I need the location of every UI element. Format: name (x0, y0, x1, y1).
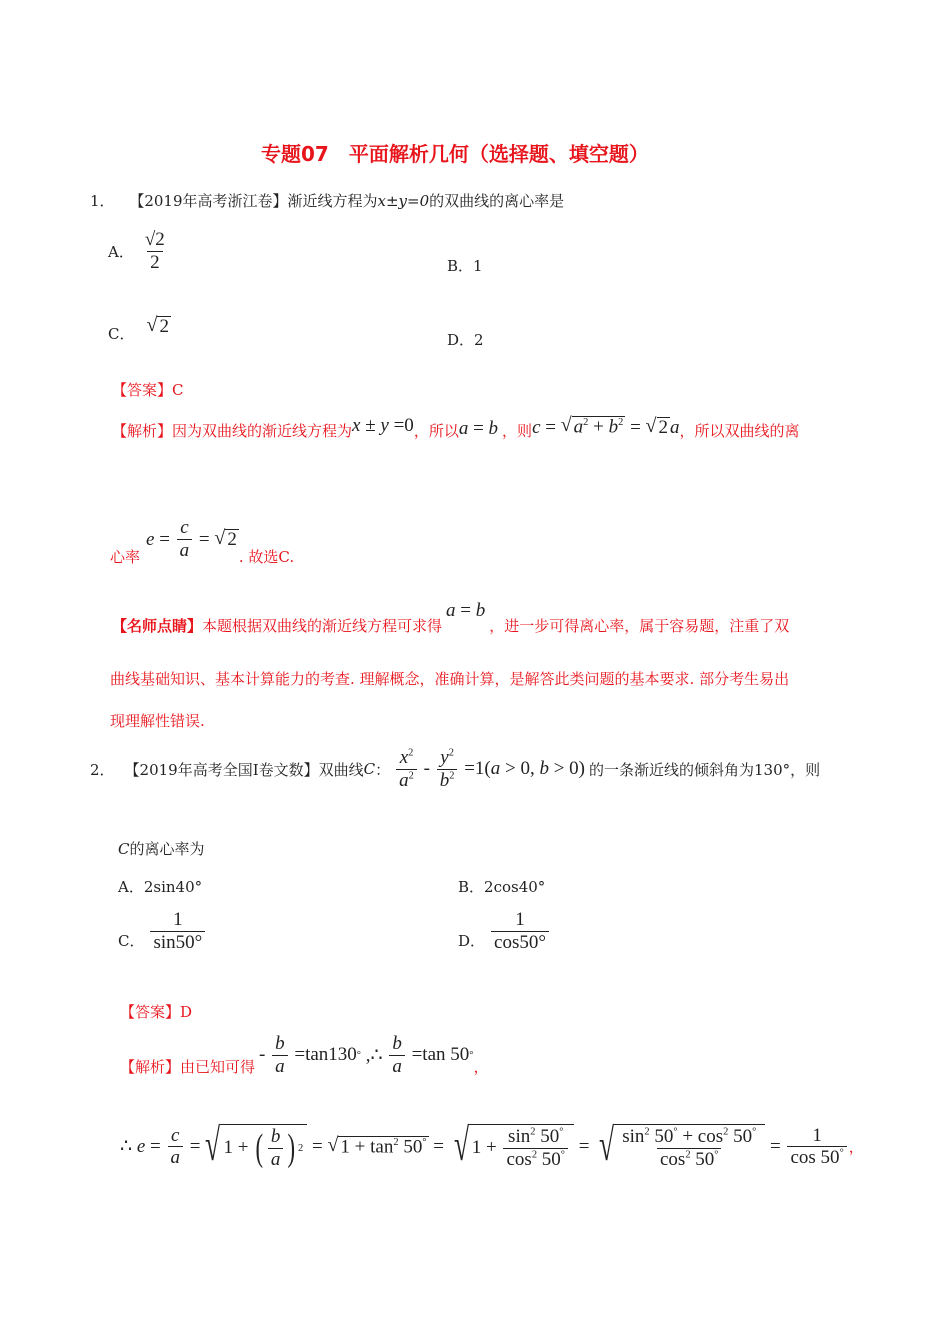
q1-note-line1 (112, 600, 789, 636)
q2-stem-c: C (363, 760, 376, 779)
q1-stem-post: 的双曲线的离心率是 (429, 192, 565, 210)
q2-option-b: B．2cos40° (458, 878, 546, 896)
page-title: 专题07 平面解析几何（选择题、填空题） (261, 142, 649, 166)
sqrt-icon: √ (645, 414, 657, 437)
q1-analysis-eq-asymptote: x ± y =0 (352, 414, 414, 436)
sqrt-icon: √ (205, 1119, 221, 1170)
sqrt-icon: √ (214, 526, 226, 549)
q1-answer-value: C (172, 381, 184, 399)
q1-option-a-denominator: 2 (147, 251, 163, 273)
q2-final-comma: ， (848, 1138, 864, 1157)
q1-analysis-text3: ，则 (502, 422, 533, 440)
sqrt-icon: √ (146, 314, 158, 336)
q2-option-d (458, 910, 551, 953)
q2-stem-line2 (118, 838, 205, 859)
q2-option-c-denominator: sin50° (150, 931, 205, 953)
q2-answer (120, 1001, 192, 1022)
q2-sqrt-3: √ 1 + $\frac{\sin^2 50^\circ}{\cos^2 50^\circ}$ (449, 1124, 574, 1170)
q1-analysis-text4: ，所以双曲线的离 (679, 422, 800, 440)
q1-analysis-eq-c: c = √ $a^2 + b^2$ = √ 2 a (532, 414, 680, 438)
q1-note-eq-ab: a = b (446, 600, 486, 621)
q2-analysis-eq-e: ∴ e = $\frac{c}{a}$ = √ 1 + ( $\frac{b}{a}$ ) 2 = √ $1 + \tan^2 50^\circ$ = √ 1 + $\frac{\sin^2 50^\circ}{\cos^2 50^\circ}$ = √ $\frac{\sin^2 50^\circ + \cos^2 50^\circ}{\cos^2 50^\circ}$ = $\frac{1}{\cos 50^\circ}$ ， (120, 1119, 864, 1170)
q1-option-c-sqrt (146, 316, 170, 338)
q1-option-d: D．2 (447, 331, 484, 349)
q2-option-c (118, 910, 207, 953)
q1-analysis-text6: . 故选C. (238, 548, 295, 566)
q2-option-c-fraction: $\frac{1}{\sin 50^\circ}$ (150, 910, 205, 953)
q1-option-c-value: 2 (159, 316, 169, 337)
q2-analysis-line1 (120, 1034, 488, 1081)
q1-note-text1: 本题根据双曲线的渐近线方程可求得 (202, 617, 443, 635)
q2-sqrt-1: √ 1 + ( $\frac{b}{a}$ ) 2 (200, 1124, 307, 1170)
q1-stem-expr: x±y=0 (377, 192, 430, 210)
sqrt-icon: √ (327, 1133, 339, 1156)
q1-answer-tag: 【答案】 (112, 381, 173, 399)
sqrt-icon: √ (560, 414, 572, 437)
q2-answer-value: D (180, 1003, 193, 1021)
q1-analysis-text2: ，所以 (413, 422, 459, 440)
q2-stem-line2-c: C (118, 840, 130, 858)
q2-hyperbola-equation: $\frac{x^2}{a^2}$ - $\frac{y^2}{b^2}$ =1( a > 0, b > 0) (394, 748, 585, 791)
q1-stem-pre: 渐近线方程为 (287, 192, 378, 210)
q1-option-a-numerator: √2 (144, 229, 165, 250)
q1-number: 1． (90, 192, 115, 210)
q1-option-a-label: A． (108, 242, 134, 261)
q2-stem (90, 748, 820, 791)
q2-stem-colon: ： (375, 760, 391, 779)
q1-note-tag: 【名师点睛】 (112, 617, 203, 635)
q1-analysis-eq-e: e = $\frac{c}{a}$ = √ 2 (146, 517, 237, 561)
q2-option-a: A．2sin40° (118, 878, 203, 896)
q1-analysis-text1: 因为双曲线的渐近线方程为 (172, 422, 353, 440)
q2-analysis-eq-slope: - $\frac{b}{a}$ =tan130 ° ,∴ $\frac{b}{a}$ =tan 50 ° (259, 1033, 474, 1077)
q1-source: 【2019年高考浙江卷】 (129, 192, 288, 210)
q2-source: 【2019年高考全国Ⅰ卷文数】 (124, 760, 319, 779)
q2-option-c-label: C． (118, 931, 145, 950)
q2-option-d-denominator: cos50° (491, 931, 549, 953)
q2-stem-line2-text: 的离心率为 (129, 840, 205, 858)
q2-answer-tag: 【答案】 (120, 1003, 181, 1021)
q2-stem-post: 的一条渐近线的倾斜角为130°，则 (589, 760, 821, 779)
q2-option-d-fraction: $\frac{1}{\cos 50^\circ}$ (491, 910, 549, 953)
q1-analysis-tag: 【解析】 (112, 422, 173, 440)
q1-analysis-line2 (110, 512, 294, 567)
sqrt-icon: √ (599, 1119, 615, 1170)
q1-stem (90, 190, 564, 211)
q1-note-line2: 曲线基础知识、基本计算能力的考查. 理解概念，准确计算，是解答此类问题的基本要求. 部分考生易出 (110, 670, 790, 688)
q1-analysis-line1 (112, 414, 800, 441)
q2-analysis-text1: 由已知可得 (180, 1057, 256, 1076)
q2-analysis-tag: 【解析】 (120, 1057, 181, 1076)
q1-option-c-label: C． (108, 324, 135, 343)
q2-sqrt-2: √ $1 + \tan^2 50^\circ$ (327, 1133, 427, 1158)
q1-note-text2: ，进一步可得离心率，属于容易题，注重了双 (489, 617, 790, 635)
q1-option-c (108, 314, 171, 343)
q1-analysis-text5: 心率 (110, 548, 141, 566)
q2-sqrt-4: √ $\frac{\sin^2 50^\circ + \cos^2 50^\circ}{\cos^2 50^\circ}$ (594, 1124, 765, 1170)
q1-option-b: B．1 (447, 257, 483, 275)
q1-option-a-fraction (142, 230, 168, 273)
q1-analysis-eq-ab: a = b (458, 417, 499, 439)
q1-note-line3: 现理解性错误. (110, 712, 205, 730)
q2-analysis-comma: ， (473, 1057, 489, 1076)
q1-option-a (108, 230, 170, 273)
q2-number: 2． (90, 760, 115, 779)
q1-answer (112, 379, 184, 400)
q2-stem-pre: 双曲线 (318, 760, 364, 779)
sqrt-icon: √ (453, 1119, 469, 1170)
q2-option-d-label: D． (458, 931, 486, 950)
